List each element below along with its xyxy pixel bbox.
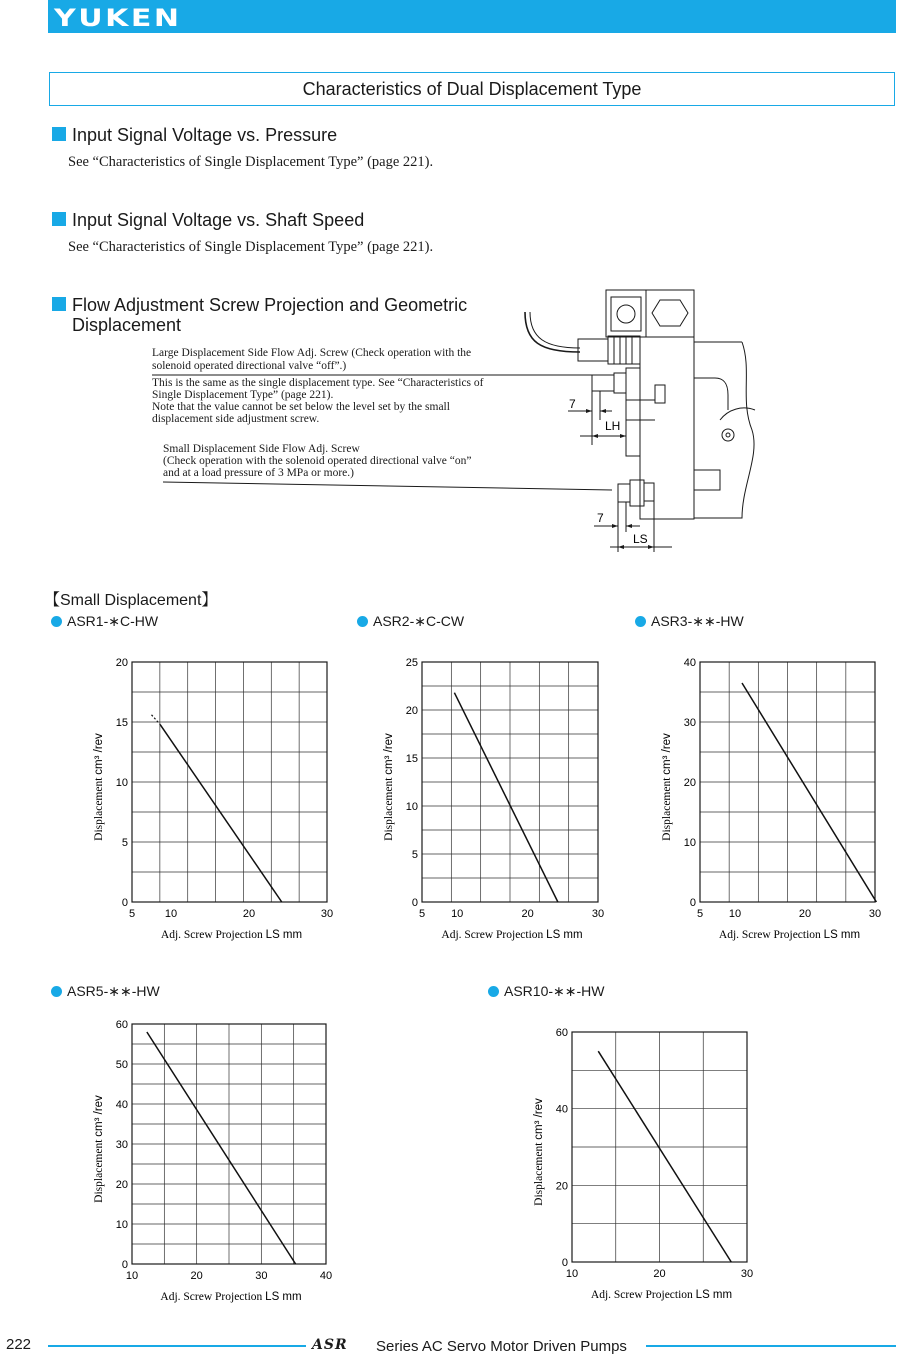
section-note-pressure: See “Characteristics of Single Displacement Type” (page 221). [68, 154, 434, 170]
footer-rule-right [646, 1345, 896, 1347]
small-screw-note-2: (Check operation with the solenoid operated directional valve “on” [163, 455, 472, 467]
x-tick-label: 30 [255, 1270, 268, 1282]
chart-asr3 [648, 650, 888, 950]
section-title-flow-adjustment: Flow Adjustment Screw Projection and Geometric [72, 295, 468, 315]
footer-series-text: Series AC Servo Motor Driven Pumps [376, 1338, 627, 1355]
x-tick-label: 20 [521, 908, 534, 920]
brand-logo: YUKEN [54, 4, 182, 32]
bullet-icon [51, 986, 62, 997]
x-tick-label: 20 [190, 1270, 203, 1282]
y-tick-label: 0 [689, 897, 696, 909]
y-tick-label: 20 [405, 705, 418, 717]
y-tick-label: 20 [555, 1180, 568, 1193]
chart-title-asr5: ASR5-∗∗-HW [67, 983, 160, 999]
x-tick-label: 40 [319, 1270, 333, 1282]
y-tick-label: 5 [121, 837, 128, 849]
y-tick-label: 50 [115, 1059, 128, 1071]
x-tick-label: 5 [418, 908, 426, 920]
x-tick-label: 20 [798, 908, 812, 920]
chart-asr5 [80, 1012, 350, 1312]
y-axis-label-text: Displacement [533, 1139, 545, 1206]
x-tick-label: 20 [242, 908, 256, 920]
y-tick-label: 60 [555, 1027, 568, 1039]
y-axis-label-text: Displacement [93, 1136, 105, 1203]
x-axis-label [591, 1289, 732, 1301]
x-tick-label: 30 [591, 908, 605, 920]
x-axis-unit: LS mm [546, 929, 583, 941]
y-tick-label: 40 [683, 657, 696, 669]
y-tick-label: 0 [121, 897, 128, 909]
section-title-flow-adjustment-2: Displacement [72, 315, 182, 335]
chart-asr2 [370, 650, 625, 950]
section-square-icon [52, 212, 66, 226]
series-line [742, 683, 876, 902]
pump-cross-section-diagram [0, 280, 900, 560]
dim-label-ls: LS [633, 532, 648, 546]
x-tick-label: 10 [728, 908, 742, 920]
x-axis-label-text: Adj. Screw Projection [160, 1291, 266, 1303]
x-tick-label: 30 [320, 908, 334, 920]
small-displacement-heading: 【Small Displacement】 [44, 592, 218, 609]
y-tick-label: 15 [115, 717, 128, 729]
x-tick-label: 20 [653, 1268, 666, 1280]
series-line [598, 1051, 731, 1262]
x-axis-label-text: Adj. Screw Projection [160, 929, 266, 941]
y-axis-unit: cm³ /rev [93, 1095, 105, 1137]
y-tick-label: 40 [555, 1103, 568, 1116]
y-tick-label: 0 [121, 1259, 128, 1271]
y-tick-label: 30 [115, 1139, 128, 1151]
chart-title-asr1: ASR1-∗C-HW [67, 613, 159, 629]
series-line [147, 1032, 296, 1264]
footer-rule-left [48, 1345, 306, 1347]
x-tick-label: 5 [128, 908, 136, 920]
x-tick-label: 5 [696, 908, 704, 920]
bullet-icon [488, 986, 499, 997]
chart-asr10 [520, 1020, 770, 1312]
y-tick-label: 15 [405, 753, 418, 765]
chart-title-asr2: ASR2-∗C-CW [373, 613, 465, 629]
y-tick-label: 20 [115, 1179, 128, 1191]
y-tick-label: 25 [405, 657, 418, 669]
y-tick-label: 0 [411, 897, 418, 909]
x-axis-label-text: Adj. Screw Projection [441, 929, 547, 941]
y-tick-label: 20 [115, 657, 128, 669]
bullet-icon [635, 616, 646, 627]
y-axis-label [383, 733, 395, 841]
small-screw-note-3: and at a load pressure of 3 MPa or more.) [163, 467, 354, 479]
y-axis-label [93, 1095, 105, 1203]
large-screw-note: Large Displacement Side Flow Adj. Screw (Check operation with the [152, 347, 472, 359]
y-tick-label: 40 [115, 1099, 128, 1111]
y-axis-unit: cm³ /rev [93, 733, 105, 775]
series-logo: ASR [312, 1337, 348, 1353]
y-tick-label: 10 [115, 1219, 128, 1231]
leader-line [163, 482, 612, 490]
y-axis-label [533, 1098, 545, 1206]
y-tick-label: 60 [115, 1019, 128, 1031]
y-axis-label-text: Displacement [383, 774, 395, 841]
y-axis-label-text: Displacement [661, 774, 673, 841]
x-axis-label [441, 929, 582, 941]
bullet-icon [357, 616, 368, 627]
same-note-1: This is the same as the single displacement type. See “Characteristics of [152, 377, 484, 389]
series-dashed-extension [152, 715, 161, 725]
x-tick-label: 30 [740, 1268, 754, 1280]
dim-label-lh: LH [605, 419, 621, 433]
x-axis-unit: LS mm [695, 1289, 733, 1301]
y-tick-label: 0 [561, 1257, 568, 1269]
series-line [454, 693, 557, 902]
x-axis-unit: LS mm [265, 1291, 302, 1303]
page-number: 222 [6, 1336, 32, 1353]
x-axis-unit: LS mm [265, 929, 303, 941]
x-axis-label [161, 929, 302, 941]
same-note-2: Single Displacement Type” (page 221). [152, 389, 334, 401]
y-axis-unit: cm³ /rev [661, 733, 673, 775]
y-axis-unit: cm³ /rev [383, 733, 395, 775]
same-note-3: Note that the value cannot be set below the level set by the small [152, 401, 450, 413]
y-axis-unit: cm³ /rev [533, 1098, 545, 1140]
x-axis-unit: LS mm [823, 929, 861, 941]
y-tick-label: 10 [405, 801, 418, 813]
x-tick-label: 10 [451, 908, 464, 920]
y-tick-label: 30 [683, 717, 696, 729]
y-axis-label [661, 733, 673, 841]
dim-label-7-lower: 7 [597, 511, 604, 525]
y-axis-label [93, 733, 105, 841]
bullet-icon [51, 616, 62, 627]
same-note-4: displacement side adjustment screw. [152, 413, 320, 425]
y-tick-label: 10 [683, 837, 696, 849]
x-tick-label: 10 [125, 1270, 139, 1282]
x-axis-label-text: Adj. Screw Projection [718, 929, 824, 941]
section-note-shaft-speed: See “Characteristics of Single Displacement Type” (page 221). [68, 239, 434, 255]
x-tick-label: 10 [164, 908, 178, 920]
chart-title-asr3: ASR3-∗∗-HW [651, 613, 744, 629]
x-tick-label: 30 [868, 908, 882, 920]
x-axis-label [160, 1291, 301, 1303]
section-title-pressure: Input Signal Voltage vs. Pressure [72, 125, 338, 145]
dim-label-7-upper: 7 [569, 397, 576, 411]
section-title-shaft-speed: Input Signal Voltage vs. Shaft Speed [72, 210, 365, 230]
y-tick-label: 20 [683, 777, 696, 789]
x-axis-label-text: Adj. Screw Projection [590, 1289, 696, 1301]
page-title: Characteristics of Dual Displacement Type [49, 72, 895, 106]
small-screw-note: Small Displacement Side Flow Adj. Screw [163, 443, 360, 455]
series-line [160, 724, 282, 902]
x-axis-label [719, 929, 860, 941]
x-tick-label: 10 [565, 1268, 579, 1280]
chart-asr1 [80, 650, 350, 950]
section-square-icon [52, 127, 66, 141]
large-screw-note-2: solenoid operated directional valve “off”.) [152, 360, 347, 372]
y-axis-label-text: Displacement [93, 774, 105, 841]
y-tick-label: 5 [411, 849, 418, 861]
y-tick-label: 10 [115, 777, 128, 789]
chart-title-asr10: ASR10-∗∗-HW [504, 983, 605, 999]
